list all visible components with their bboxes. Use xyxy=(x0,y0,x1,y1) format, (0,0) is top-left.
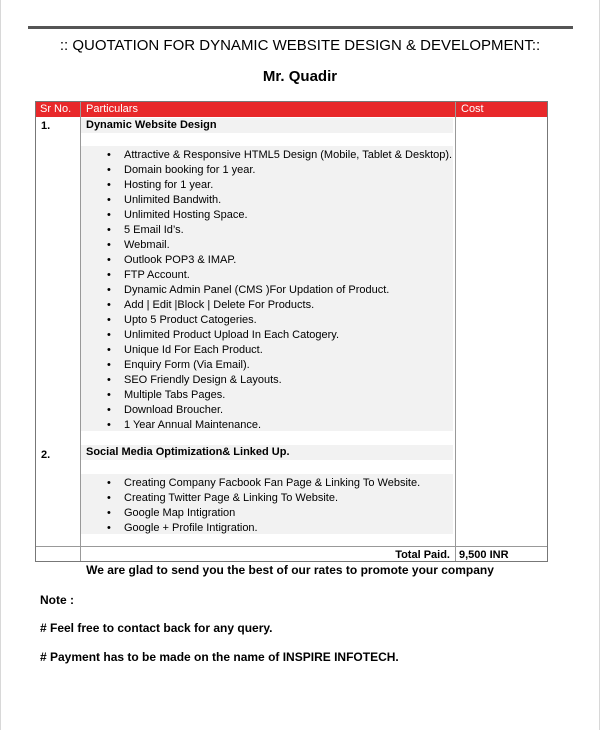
list-item: • Creating Twitter Page & Linking To Website. xyxy=(124,491,420,506)
section-sr-no: 1. xyxy=(41,120,51,132)
section-title: Social Media Optimization& Linked Up. xyxy=(86,446,290,458)
note-line: # Feel free to contact back for any query. xyxy=(40,621,273,635)
top-rule xyxy=(28,26,573,29)
list-item: • Domain booking for 1 year. xyxy=(124,163,452,178)
section-item-list xyxy=(124,476,420,536)
note-heading: Note : xyxy=(40,593,74,607)
total-value: 9,500 INR xyxy=(459,549,509,561)
list-item: • Download Broucher. xyxy=(124,403,452,418)
section-title: Dynamic Website Design xyxy=(86,119,217,131)
section-item-list xyxy=(124,148,452,433)
column-divider xyxy=(455,102,456,561)
list-item: • Google Map Intigration xyxy=(124,506,420,521)
page-title: :: QUOTATION FOR DYNAMIC WEBSITE DESIGN & DEVELOPMENT:: xyxy=(59,37,541,54)
list-item: • 1 Year Annual Maintenance. xyxy=(124,418,452,433)
total-row-divider xyxy=(36,546,547,547)
quotation-table xyxy=(35,101,548,562)
section-sr-no: 2. xyxy=(41,449,51,461)
list-item: • Hosting for 1 year. xyxy=(124,178,452,193)
list-item: • 5 Email Id’s. xyxy=(124,223,452,238)
list-item: • Unlimited Hosting Space. xyxy=(124,208,452,223)
list-item: • Multiple Tabs Pages. xyxy=(124,388,452,403)
header-particulars: Particulars xyxy=(86,103,138,115)
list-item: • Creating Company Facbook Fan Page & Linking To Website. xyxy=(124,476,420,491)
list-item: • Unique Id For Each Product. xyxy=(124,343,452,358)
note-line: # Payment has to be made on the name of INSPIRE INFOTECH. xyxy=(40,650,399,664)
list-item: • FTP Account. xyxy=(124,268,452,283)
list-item: • Enquiry Form (Via Email). xyxy=(124,358,452,373)
list-item: • Outlook POP3 & IMAP. xyxy=(124,253,452,268)
list-item: • SEO Friendly Design & Layouts. xyxy=(124,373,452,388)
list-item: • Dynamic Admin Panel (CMS )For Updation of Product. xyxy=(124,283,452,298)
header-cost: Cost xyxy=(461,103,484,115)
list-item: • Unlimited Product Upload In Each Catogery. xyxy=(124,328,452,343)
list-item: • Attractive & Responsive HTML5 Design (Mobile, Tablet & Desktop). xyxy=(124,148,452,163)
list-item: • Unlimited Bandwith. xyxy=(124,193,452,208)
tagline: We are glad to send you the best of our rates to promote your company xyxy=(86,563,494,577)
list-item: • Upto 5 Product Catogeries. xyxy=(124,313,452,328)
total-label: Total Paid. xyxy=(395,549,450,561)
list-item: • Add | Edit |Block | Delete For Products. xyxy=(124,298,452,313)
table-header xyxy=(36,102,547,117)
header-sr-no: Sr No. xyxy=(40,103,72,115)
list-item: • Webmail. xyxy=(124,238,452,253)
client-name: Mr. Quadir xyxy=(262,68,338,85)
list-item: • Google + Profile Intigration. xyxy=(124,521,420,536)
